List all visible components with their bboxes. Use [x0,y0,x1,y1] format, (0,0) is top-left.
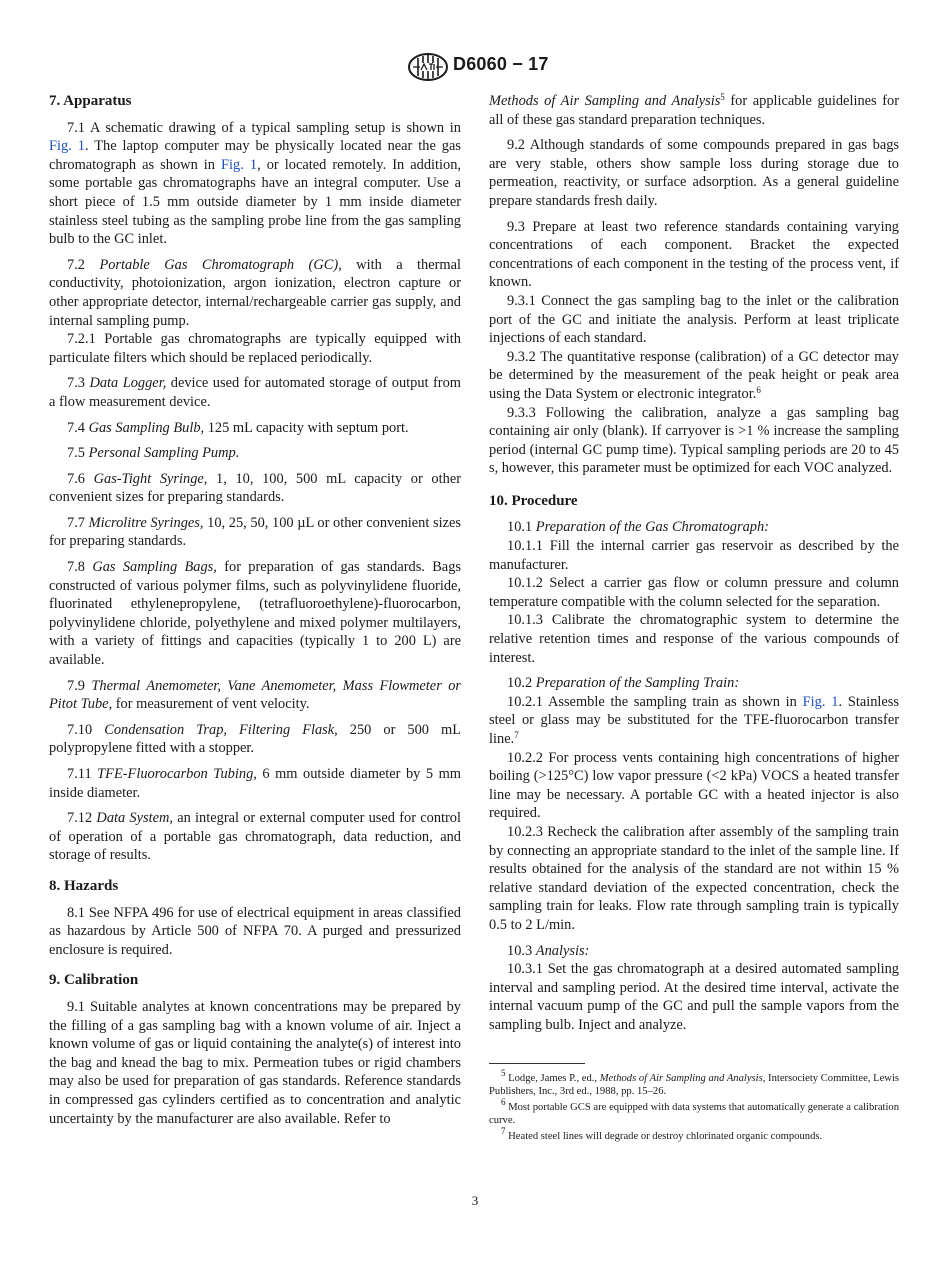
page-number: 3 [471,1193,479,1208]
text: . The laptop computer may be physically located near the gas chromatograph as shown in [49,138,461,173]
paragraph-7-1 [49,119,461,249]
paragraph-7-7 [49,514,461,551]
paragraph-9-2: 9.2 Although standards of some compounds prepared in gas bags are very stable, others show sample loss during storage due to permeation, reactivity, or surface adsorption. As a general guideline prepare standards fresh daily. [489,137,899,209]
number: 10.1 [507,519,536,536]
text: an integral or external computer used for control of operation of a portable gas chromatograph, data reduction, and storage of results. [49,810,461,864]
text: 7.1 A schematic drawing of a typical sampling setup is shown in [67,119,461,136]
number: 7.11 [67,766,98,782]
term: Personal Sampling Pump. [88,445,240,462]
paragraph-9-3-1: 9.3.1 Connect the gas sampling bag to the inlet or the calibration port of the GC and initiate the analysis. Perform at least triplicate injections of each standard. [489,292,899,347]
term: Data System, [96,810,173,827]
term: Gas-Tight Syringe, [93,470,208,487]
paragraph-8-1: 8.1 See NFPA 496 for use of electrical equipment in areas classified as hazardous by Article 500 of NFPA 70. A purged and pressurized enclosure is required. [49,904,461,958]
paragraph-9-3: 9.3 Prepare at least two reference standards containing varying concentrations of each component. Bracket the expected concentrations of each component in the testing of the process vent, if known. [489,218,899,291]
footnote-6 [489,1096,899,1128]
term: Data Logger, [89,375,167,392]
paragraph-10-2-2: 10.2.2 For process vents containing high concentrations of higher boiling (>125°C) low vapor pressure (<2 kPa) VOCS a heated transfer line may be necessary. A portable GC with a heated injector is also required. [489,749,899,822]
paragraph-9-1-continued [489,92,899,129]
number: 7.12 [67,810,97,827]
term: TFE-Fluorocarbon Tubing, [97,766,257,782]
term: Preparation of the Sampling Train: [535,675,740,692]
number: 10.3 [507,942,536,959]
text: 125 mL capacity with septum port. [204,419,409,436]
number: 10.2 [507,675,536,692]
text: 1, 10, 100, 500 mL capacity or other convenient sizes for preparing standards. [49,470,461,506]
term: Thermal Anemometer, Vane Anemometer, Mass Flowmeter or Pitot Tube, [49,677,461,713]
text: for applicable guidelines for all of these gas standard preparation techniques. [489,93,899,128]
paragraph-10-2-3: 10.2.3 Recheck the calibration after assembly of the sampling train by connecting an appropriate standard to the inlet of the sample line. If results obtained for the analysis of the standard are not within 15 % relative standard deviation of the expected concentration, check the sampling train for leaks. Flow rate through sampling train is typically 0.5 to 2 L/min. [489,823,899,933]
footnote-5 [489,1067,900,1099]
paragraph-9-3-2 [489,348,899,404]
paragraph-7-8 [49,558,461,670]
term: Microlitre Syringes, [88,514,204,531]
left-column [49,92,461,1135]
paragraph-7-6 [49,470,461,507]
number: 7.2 [67,256,100,273]
text: Heated steel lines will degrade or destroy chlorinated organic compounds. [505,1130,823,1142]
footnote-ref[interactable]: 7 [514,730,519,740]
paragraph-9-3-3: 9.3.3 Following the calibration, analyze a gas sampling bag containing air only (blank). If carryover is >1 % increase the sampling period (internal GC pump time). Typical sampling periods are 20 to 45 s, however, this parameter must be optimized for each VOC analyzed. [489,404,899,477]
astm-logo-icon [407,52,449,82]
text: , or located remotely. In addition, some portable gas chromatographs have an integral computer. Use a short piece of 1.5 mm outside diameter by 1 mm inside diameter stainless steel tubing as the sampling probe line from the gas sampling bulb to the GC inlet. [49,156,462,248]
footnote-divider [489,1063,585,1064]
text: Lodge, James P., ed., [505,1072,600,1084]
number: 7.7 [67,514,89,531]
paragraph-9-1: 9.1 Suitable analytes at known concentrations may be prepared by the filling of a gas sampling bag with a known volume of air. Inject a known volume of gas or liquid containing the analyte(s) of interest into the bag and knead the bag to mix. Permeation tubes or rigid chambers may also be used for preparation of gas standards. Reference standards in compressed gas cylinders certified as to concentration and analytic uncertainty by the manufacturer are also available. Refer to [49,998,461,1127]
term: Analysis: [535,942,590,959]
paragraph-10-1-3: 10.1.3 Calibrate the chromatographic system to determine the relative retention times and response of the various compounds of interest. [489,612,899,666]
number: 7.3 [67,375,90,392]
number: 7.4 [67,419,89,436]
section-8-heading: 8. Hazards [49,877,119,894]
paragraph-7-9 [49,677,461,714]
paragraph-10-1-1: 10.1.1 Fill the internal carrier gas reservoir as described by the manufacturer. [489,538,899,573]
text: 10, 25, 50, 100 µL or other convenient sizes for preparing standards. [49,514,461,550]
footnote-ref[interactable]: 6 [756,384,761,395]
text: , Intersociety Committee, Lewis Publishers, Inc., 3rd ed., 1988, pp. 15–26. [489,1072,900,1098]
text: with a thermal conductivity, photoionization, argon ionization, electron capture or other appropriate detector, internal/rechargeable carrier gas supply, and internal sampling pump. [49,256,462,329]
number: 7.6 [67,470,94,487]
paragraph-7-5 [49,444,461,463]
footnote-number: 5 [501,1067,506,1078]
text: Most portable GCS are equipped with data systems that automatically generate a calibration curve. [489,1101,899,1127]
paragraph-10-1 [489,518,899,537]
right-column [489,92,899,1145]
number: 7.5 [67,445,89,462]
paragraph-10-3-1: 10.3.1 Set the gas chromatograph at a desired automated sampling interval and sampling period. At the desired time interval, activate the internal vacuum pump of the GC and pull the sample vapors from the sampling bulb. Inject and analyze. [489,961,899,1033]
footnote-number: 6 [501,1096,506,1107]
reference-title: Methods of Air Sampling and Analysis [489,93,721,109]
text: 9.3.2 The quantitative response (calibration) of a GC detector may be determined by the measurement of the peak height or peak area using the Data System or electronic integrator. [489,348,899,402]
paragraph-7-2 [49,256,461,330]
number: 7.9 [67,677,92,694]
term: Condensation Trap, Filtering Flask, [104,721,338,738]
footnote-ref[interactable]: 5 [720,92,725,102]
page-header [0,52,950,88]
text: 250 or 500 mL polypropylene fitted with a stopper. [49,721,461,757]
term: Portable Gas Chromatograph (GC), [99,256,342,273]
document-id: D6060 − 17 [453,54,549,74]
paragraph-10-1-2: 10.1.2 Select a carrier gas flow or column pressure and column temperature compatible with the column selected for the separation. [489,575,899,610]
footnote-number: 7 [501,1125,506,1136]
paragraph-10-3 [489,942,899,961]
fig-1-link[interactable]: Fig. 1 [49,138,85,155]
text: for preparation of gas standards. Bags constructed of various polymer films, such as polyvinylidene fluoride, fluorinated ethylenepropylene, (tetrafluoroethylene)-fluorocarbon, polyvinylidene chloride, polyethylene and mixed polymer multilayers, with a variety of fittings and capacities (typically 1 to 200 L) are available. [49,559,461,669]
text: 6 mm outside diameter by 5 mm inside diameter. [49,766,461,801]
reference-title: Methods of Air Sampling and Analysis [599,1072,763,1084]
text: . Stainless steel or glass may be substituted for the TFE-fluorocarbon transfer line. [489,693,899,747]
section-10-heading: 10. Procedure [489,492,578,509]
paragraph-7-3 [49,374,461,411]
fig-1-link[interactable]: Fig. 1 [221,156,258,173]
fig-1-link[interactable]: Fig. 1 [802,693,839,710]
footnote-7 [489,1125,899,1144]
paragraph-7-4 [49,419,461,438]
paragraph-7-10 [49,721,461,758]
term: Gas Sampling Bulb, [88,419,205,436]
text: 10.2.1 Assemble the sampling train as shown in [507,693,803,710]
text: device used for automated storage of output from a flow measurement device. [49,375,461,410]
number: 7.8 [67,559,93,576]
paragraph-10-2 [489,674,899,693]
term: Preparation of the Gas Chromatograph: [535,519,769,536]
paragraph-7-11 [49,765,461,802]
section-9-heading: 9. Calibration [49,972,139,989]
paragraph-10-2-1 [489,693,899,749]
number: 7.10 [67,721,105,738]
text: for measurement of vent velocity. [112,696,310,713]
section-7-heading: 7. Apparatus [49,93,132,109]
paragraph-7-12 [49,809,461,865]
term: Gas Sampling Bags, [92,559,217,576]
paragraph-7-2-1: 7.2.1 Portable gas chromatographs are typically equipped with particulate filters which should be replaced periodically. [49,331,461,366]
